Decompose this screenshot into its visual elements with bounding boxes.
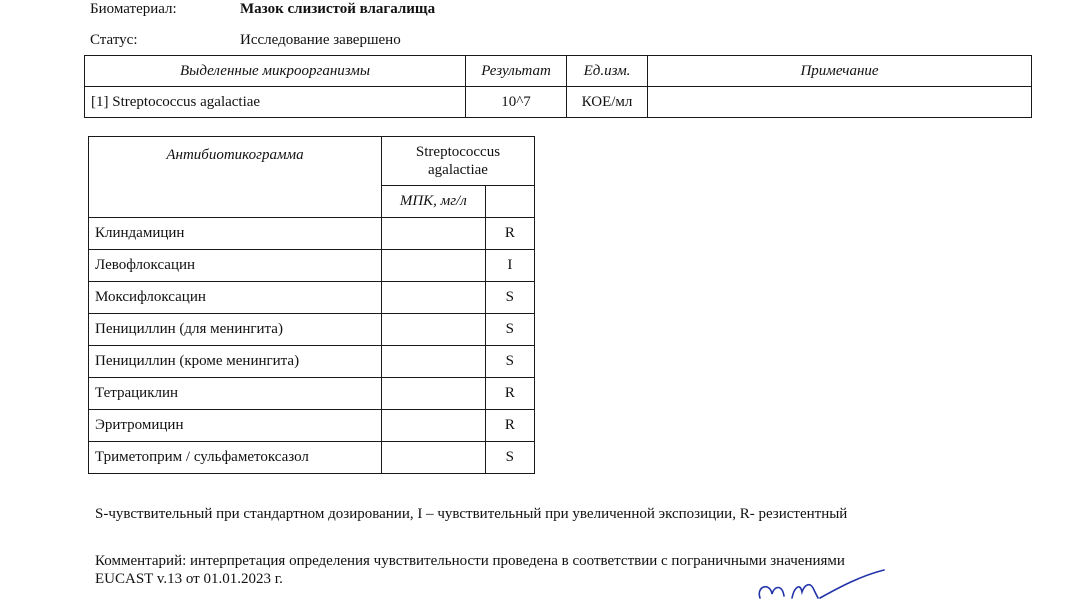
antibiogram-header-row	[89, 137, 535, 186]
antibiogram-title: Антибиотикограмма	[89, 137, 382, 218]
drug-name: Тетрациклин	[89, 378, 382, 410]
comment-block	[95, 552, 845, 588]
drug-result: S	[485, 282, 534, 314]
drug-result: I	[485, 250, 534, 282]
drug-name: Пенициллин (для менингита)	[89, 314, 382, 346]
antibiogram-table	[88, 136, 535, 474]
drug-name: Триметоприм / сульфаметоксазол	[89, 442, 382, 474]
table-row	[89, 410, 535, 442]
drug-mic	[381, 282, 485, 314]
table-row	[89, 218, 535, 250]
drug-mic	[381, 218, 485, 250]
comment-line-2: EUCAST v.13 от 01.01.2023 г.	[95, 571, 283, 587]
signature-scribble	[748, 568, 908, 600]
drug-result: S	[485, 314, 534, 346]
drug-result: R	[485, 410, 534, 442]
table-row	[89, 346, 535, 378]
drug-result: R	[485, 218, 534, 250]
microorganism-unit: КОЕ/мл	[567, 87, 648, 118]
microorganism-note	[648, 87, 1032, 118]
result-header	[485, 186, 534, 218]
table-row	[89, 378, 535, 410]
drug-result: S	[485, 346, 534, 378]
status-label: Статус:	[90, 32, 138, 48]
drug-mic	[381, 250, 485, 282]
drug-mic	[381, 378, 485, 410]
drug-name: Клиндамицин	[89, 218, 382, 250]
column-header-unit: Ед.изм.	[567, 56, 648, 87]
table-row	[89, 314, 535, 346]
column-header-microorganisms: Выделенные микроорганизмы	[85, 56, 466, 87]
microorganism-name: [1] Streptococcus agalactiae	[85, 87, 466, 118]
drug-mic	[381, 410, 485, 442]
microorganisms-table	[84, 55, 1032, 118]
biomaterial-label: Биоматериал:	[90, 1, 177, 17]
drug-result: R	[485, 378, 534, 410]
drug-name: Моксифлоксацин	[89, 282, 382, 314]
table-row	[89, 250, 535, 282]
biomaterial-value: Мазок слизистой влагалища	[240, 1, 436, 17]
column-header-result: Результат	[466, 56, 567, 87]
drug-mic	[381, 442, 485, 474]
drug-name: Левофлоксацин	[89, 250, 382, 282]
comment-line-1: Комментарий: интерпретация определения чувствительности проведена в соответствии с пограничными значениями	[95, 553, 845, 569]
column-header-note: Примечание	[648, 56, 1032, 87]
mic-header: МПК, мг/л	[381, 186, 485, 218]
drug-name: Эритромицин	[89, 410, 382, 442]
drug-mic	[381, 314, 485, 346]
table-row	[89, 442, 535, 474]
table-row	[89, 282, 535, 314]
antibiogram-organism: Streptococcus agalactiae	[381, 137, 534, 186]
drug-name: Пенициллин (кроме менингита)	[89, 346, 382, 378]
microorganism-result: 10^7	[466, 87, 567, 118]
microorganisms-header-row	[85, 56, 1032, 87]
drug-result: S	[485, 442, 534, 474]
drug-mic	[381, 346, 485, 378]
sensitivity-legend: S-чувствительный при стандартном дозировании, I – чувствительный при увеличенной экспозиции, R- резистентный	[95, 506, 848, 522]
table-row	[85, 87, 1032, 118]
status-value: Исследование завершено	[240, 32, 401, 48]
